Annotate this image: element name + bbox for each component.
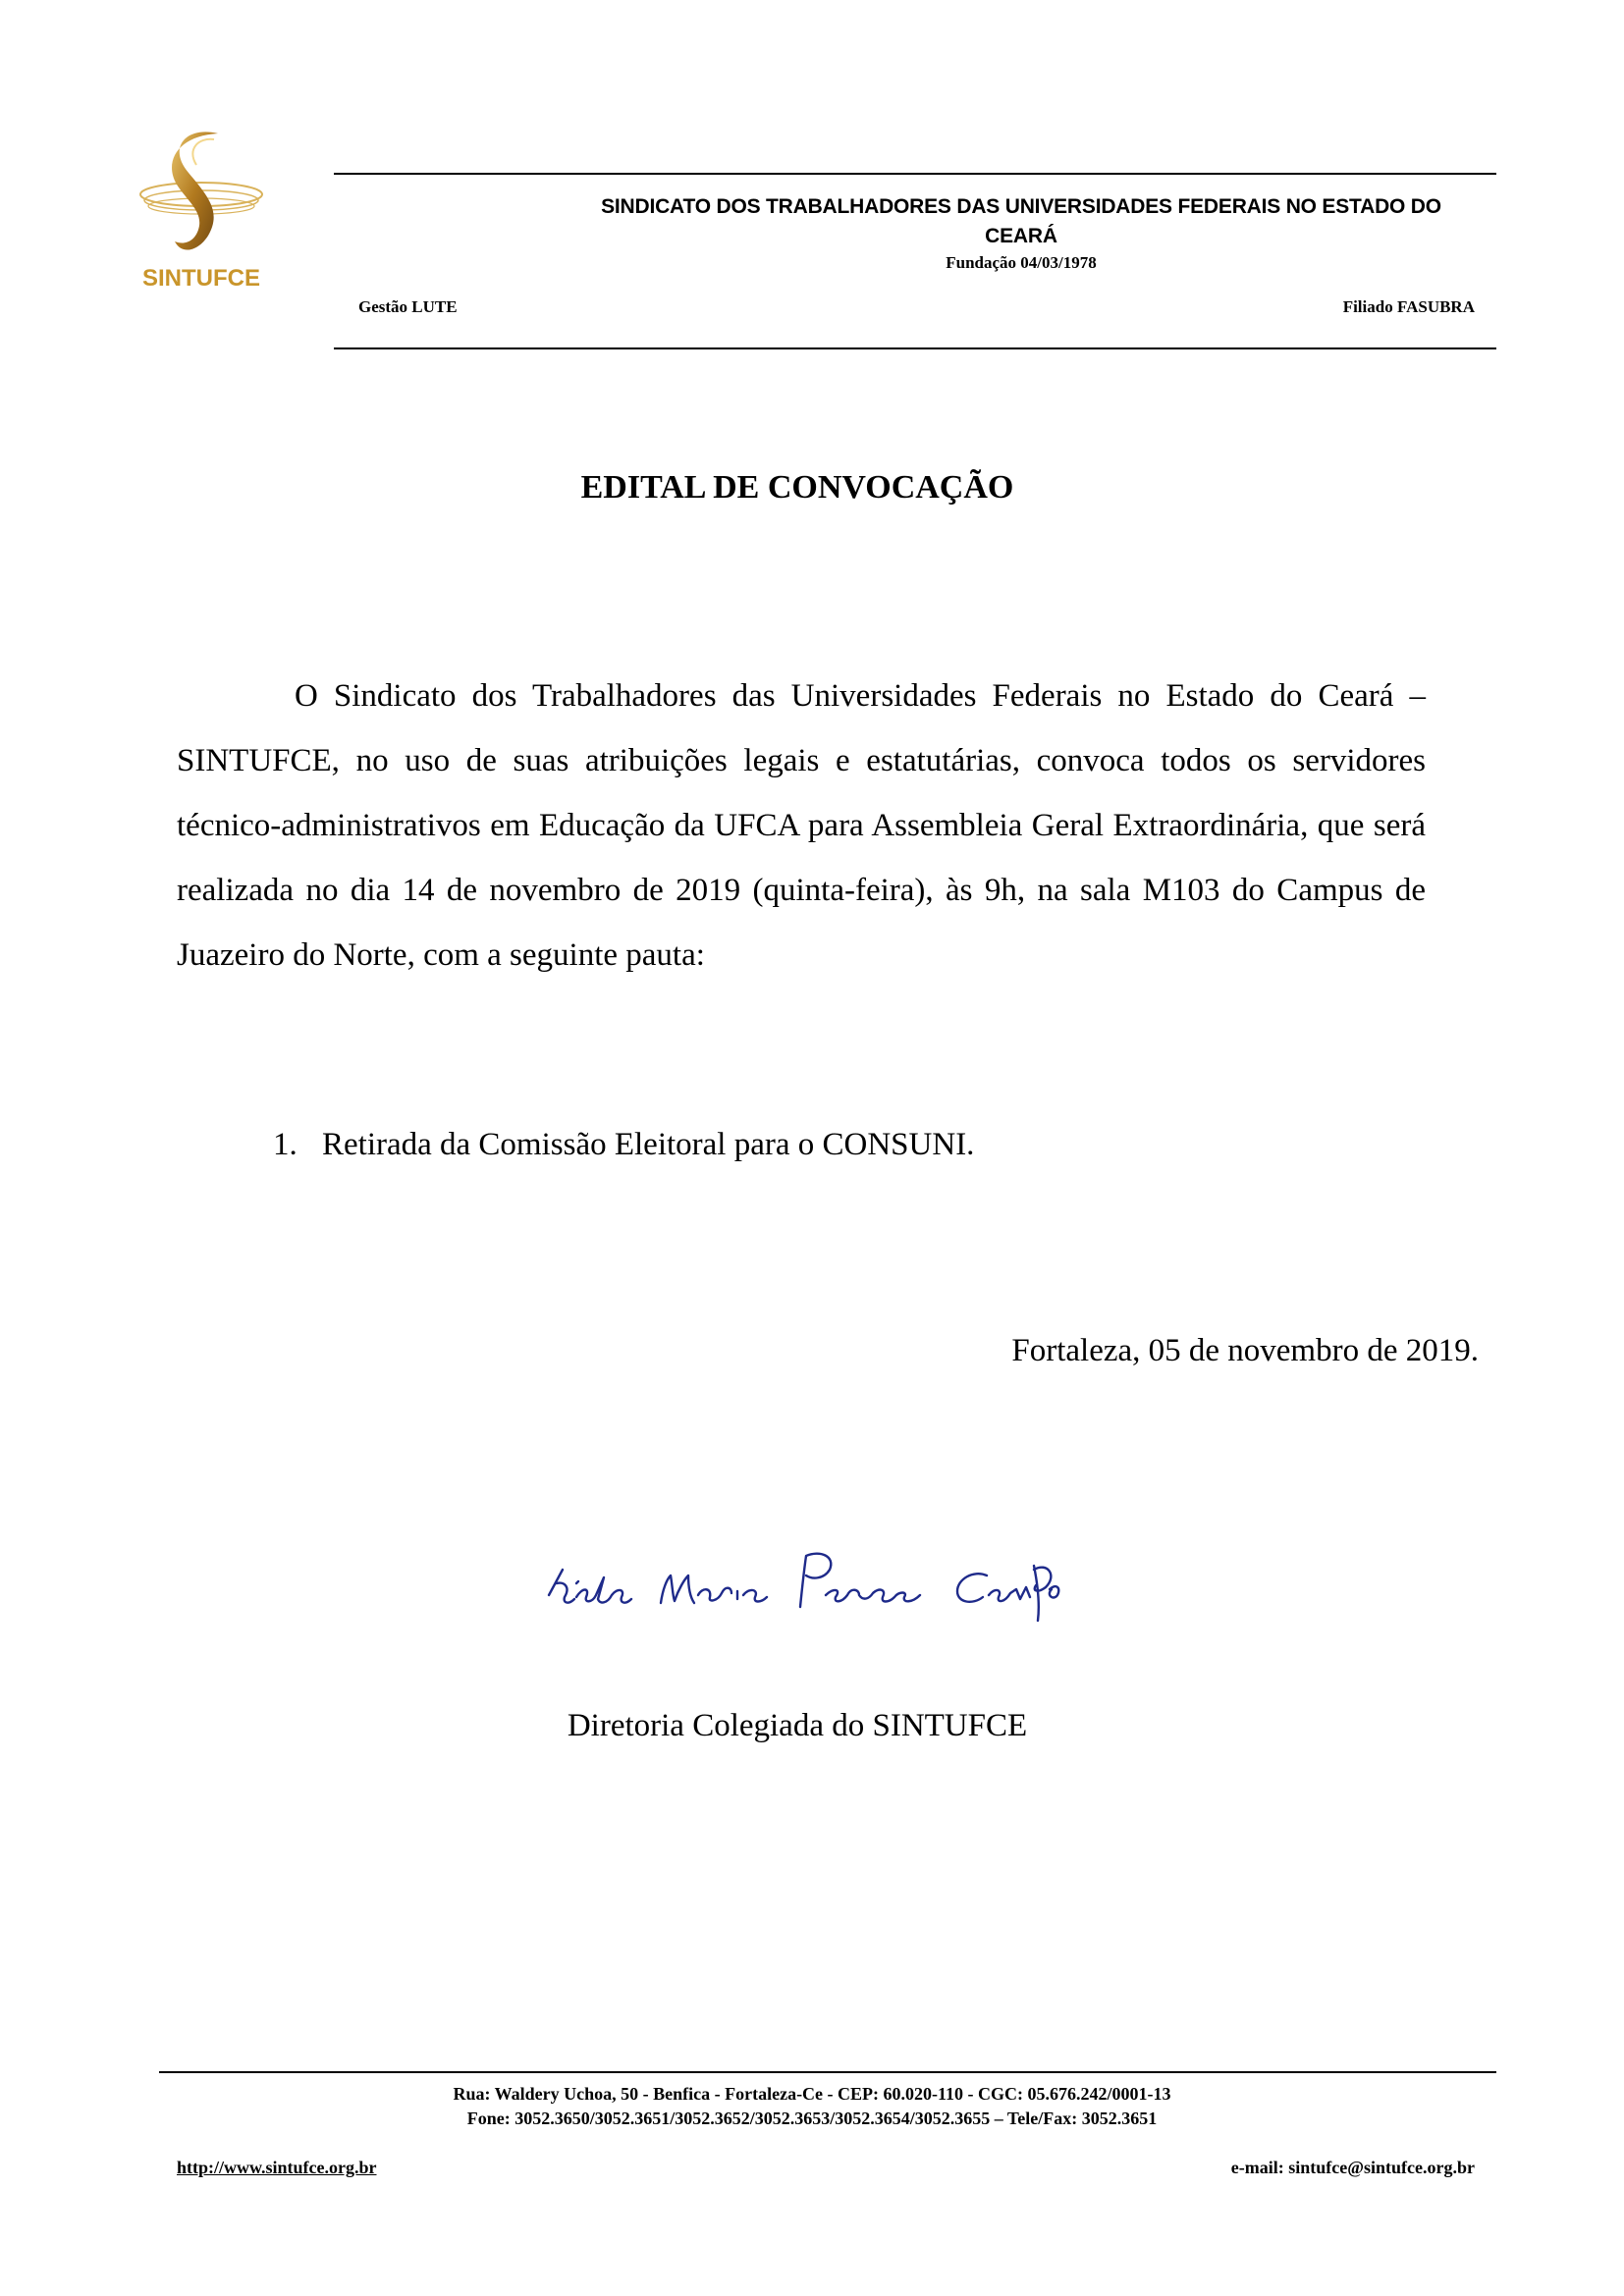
header-bottom-rule <box>334 347 1496 349</box>
footer-rule <box>159 2071 1496 2073</box>
founding-date: Fundação 04/03/1978 <box>946 253 1097 272</box>
phone-line: Fone: 3052.3650/3052.3651/3052.3652/3052.3653/3052.3654/3052.3655 – Tele/Fax: 3052.3651 <box>466 2109 1158 2128</box>
document-title: EDITAL DE CONVOCAÇÃO <box>580 469 1014 506</box>
contact-email: e-mail: sintufce@sintufce.org.br <box>1230 2158 1475 2177</box>
website-link[interactable]: http://www.sintufce.org.br <box>177 2158 377 2177</box>
convocation-paragraph: O Sindicato dos Trabalhadores das Universidades Federais no Estado do Ceará – SINTUFCE, no uso de suas atribuições legais e estatutárias, convoca todos os servidores técnico-administrativos em Educação da UFCA para Assembleia Geral Extraordinária, que será realizada no dia 14 de novembro de 2019 (quinta-feira), às 9h, na sala M103 do Campus de Juazeiro do Norte, com a seguinte pauta: <box>177 678 1426 973</box>
agenda-item-text: Retirada da Comissão Eleitoral para o CONSUNI. <box>322 1127 975 1162</box>
affiliation-label: Filiado FASUBRA <box>1342 297 1475 316</box>
management-label: Gestão LUTE <box>358 297 458 316</box>
agenda-item-number: 1. <box>273 1127 298 1162</box>
footer-address <box>0 2082 1624 2131</box>
handwritten-signature <box>535 1526 1065 1644</box>
agenda-item <box>273 1127 974 1163</box>
header-top-rule <box>334 173 1496 175</box>
place-date: Fortaleza, 05 de novembro de 2019. <box>1011 1333 1479 1368</box>
union-name: SINDICATO DOS TRABALHADORES DAS UNIVERSIDADES FEDERAIS NO ESTADO DO CEARÁ <box>601 195 1441 247</box>
address-line: Rua: Waldery Uchoa, 50 - Benfica - Fortaleza-Ce - CEP: 60.020-110 - CGC: 05.676.242/0001-13 <box>453 2084 1171 2104</box>
logo-wordmark: SINTUFCE <box>142 265 260 292</box>
signatory: Diretoria Colegiada do SINTUFCE <box>567 1708 1028 1743</box>
agenda-list <box>273 1127 974 1163</box>
